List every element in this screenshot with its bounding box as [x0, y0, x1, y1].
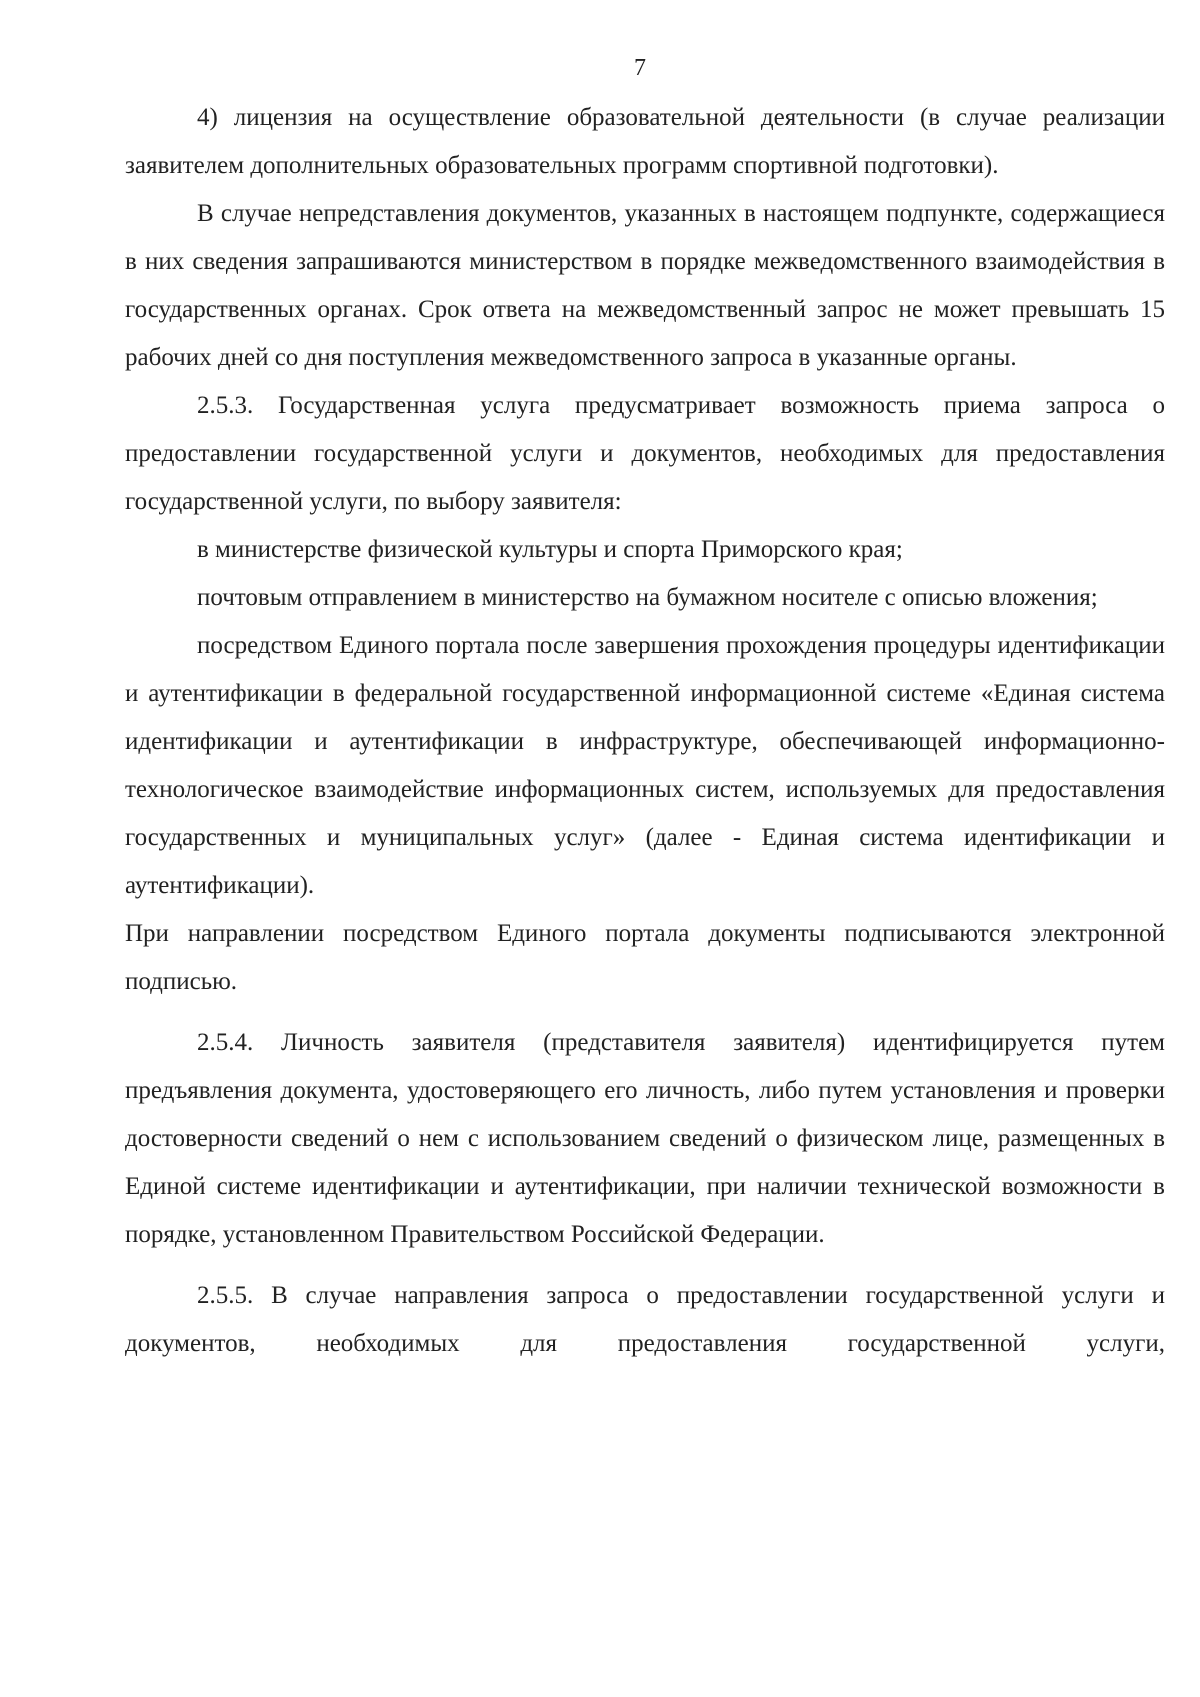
- paragraph-2-5-4: 2.5.4. Личность заявителя (представителя заявителя) идентифицируется путем предъявления документа, удостоверяющего его личность, либо путем установления и проверки достоверности сведений о нем с использованием сведений о физическом лице, размещенных в Единой системе идентификации и аутентификации, при наличии технической возможности в порядке, установленном Правительством Российской Федерации.: [125, 1029, 1165, 1248]
- paragraph-2-5-5: 2.5.5. В случае направления запроса о предоставлении государственной услуги и документов, необходимых для предоставления государственной услуги,: [125, 1282, 1165, 1357]
- paragraph-license: 4) лицензия на осуществление образовательной деятельности (в случае реализации заявителем дополнительных образовательных программ спортивной подготовки).: [125, 104, 1165, 179]
- list-item-ministry: в министерстве физической культуры и спорта Приморского края;: [197, 536, 903, 563]
- paragraph-non-submission: В случае непредставления документов, указанных в настоящем подпункте, содержащиеся в них сведения запрашиваются министерством в порядке межведомственного взаимодействия в государственных органах. Срок ответа на межведомственный запрос не может превышать 15 рабочих дней со дня поступления межведомственного запроса в указанные органы.: [125, 200, 1165, 371]
- paragraph-electronic-signature: При направлении посредством Единого портала документы подписываются электронной подписью.: [125, 920, 1165, 995]
- page-number: 7: [634, 55, 646, 81]
- paragraph-2-5-3: 2.5.3. Государственная услуга предусматривает возможность приема запроса о предоставлении государственной услуги и документов, необходимых для предоставления государственной услуги, по выбору заявителя:: [125, 392, 1165, 515]
- list-item-portal: посредством Единого портала после завершения прохождения процедуры идентификации и аутентификации в федеральной государственной информационной системе «Единая система идентификации и аутентификации в инфраструктуре, обеспечивающей информационно-технологическое взаимодействие информационных систем, используемых для предоставления государственных и муниципальных услуг» (далее - Единая система идентификации и аутентификации).: [125, 632, 1165, 899]
- list-item-postal: почтовым отправлением в министерство на бумажном носителе с описью вложения;: [197, 584, 1098, 611]
- document-body: [125, 94, 1165, 1368]
